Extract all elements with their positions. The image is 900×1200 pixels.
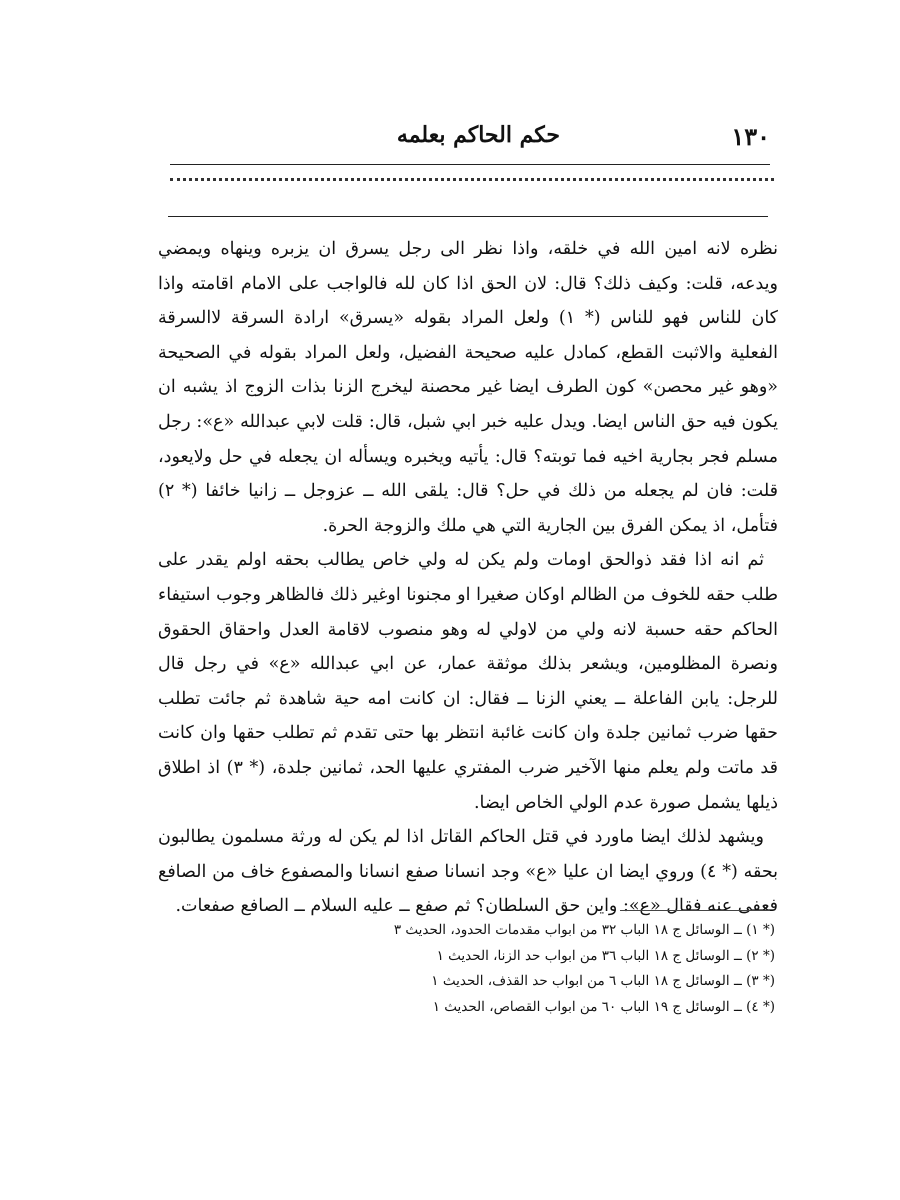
footnotes xyxy=(300,918,775,1020)
running-title: حكم الحاكم بعلمه xyxy=(396,122,560,148)
paragraph: ويشهد لذلك ايضا ماورد في قتل الحاكم القاتل اذا لم يكن له ورثة مسلمون يطالبون بحقه (* ٤) وروي ايضا ان عليا «ع» وجد انسانا صفع انسانا والمصفوع خاف من الصافع فعفى عنه فقال «ع»: واين حق السلطان؟ ثم صفع ــ عليه السلام ــ الصافع صفعات. xyxy=(158,827,778,917)
dotted-separator xyxy=(170,178,774,181)
footnote: (* ٢) ــ الوسائل ج ١٨ الباب ٣٦ من ابواب حد الزنا، الحديث ١ xyxy=(436,947,775,964)
footnote: (* ٣) ــ الوسائل ج ١٨ الباب ٦ من ابواب حد القذف، الحديث ١ xyxy=(431,973,775,989)
text-top-rule xyxy=(168,216,768,217)
page-header xyxy=(170,118,770,158)
page-number: ١٣٠ xyxy=(731,122,770,151)
body-text xyxy=(158,232,778,924)
paragraph: ثم انه اذا فقد ذوالحق اومات ولم يكن له ولي خاص يطالب بحقه اولم يقدر على طلب حقه للخوف من الظالم اوكان صغيرا او مجنونا اوغير ذلك فالظاهر وجوب استيفاء الحاكم حقه حسبة لانه ولي من لاولي له وهو منصوب لاقامة العدل واحقاق الحقوق ونصرة المظلومين، ويشعر بذلك موثقة عمار، عن ابي عبدالله «ع» في رجل قال للرجل: يابن الفاعلة ــ يعني الزنا ــ فقال: ان كانت امه حية شاهدة ثم جائت تطلب حقها ضرب ثمانين جلدة وان كانت غائبة انتظر بها حتى تقدم ثم تطلب حقها وان كانت قد ماتت ولم يعلم منها الآخير ضرب المفتري عليها الحد، ثمانين جلدة، (* ٣) اذ اطلاق ذيلها يشمل صورة عدم الولي الخاص ايضا. xyxy=(158,550,778,813)
footnote: (* ٤) ــ الوسائل ج ١٩ الباب ٦٠ من ابواب القصاص، الحديث ١ xyxy=(432,998,775,1015)
header-rule xyxy=(170,164,770,165)
footnote: (* ١) ــ الوسائل ج ١٨ الباب ٣٢ من ابواب مقدمات الحدود، الحديث ٣ xyxy=(393,922,775,938)
footnote-rule xyxy=(620,910,770,911)
paragraph: نظره لانه امين الله في خلقه، واذا نظر الى رجل يسرق ان يزبره وينهاه ويمضي ويدعه، قلت: وكيف ذلك؟ قال: لان الحق اذا كان لله فالواجب على الامام اقامته واذا كان للناس فهو للناس (* ١) ولعل المراد بقوله «يسرق» ارادة السرقة لاالسرقة الفعلية والاثبت القطع، كمادل عليه صحيحة الفضيل، ولعل المراد بقوله في الصحيحة «وهو غير محصن» كون الطرف ايضا غير محصنة ليخرج الزنا بذات الزوج اذ يشبه ان يكون فيه حق الناس ايضا. ويدل عليه خبر ابي شبل، قال: قلت لابي عبدالله «ع»: رجل مسلم فجر بجارية اخيه فما توبته؟ قال: يأتيه ويخبره ويسأله ان يجعله في حل ولايعود، قلت: فان لم يجعله من ذلك في حل؟ قال: يلقى الله ــ عزوجل ــ زانيا خائفا (* ٢) فتأمل، اذ يمكن الفرق بين الجارية التي هي ملك والزوجة الحرة. xyxy=(158,239,778,536)
